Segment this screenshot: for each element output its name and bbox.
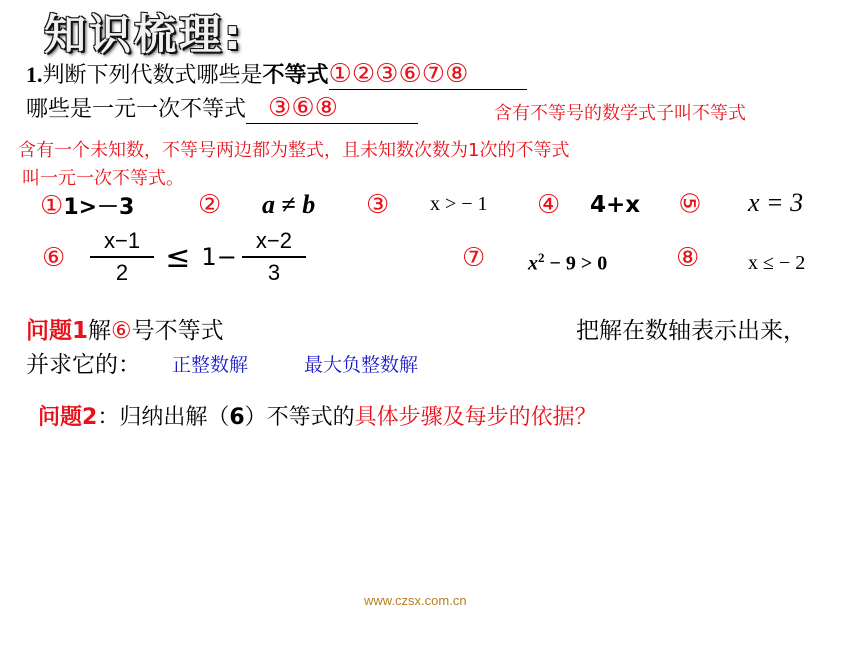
footer-website: www.czsx.com.cn xyxy=(364,593,467,608)
note-linear-definition-line1: 含有一个未知数，不等号两边都为整式，且未知数次数为1次的不等式 xyxy=(18,140,570,161)
item-6-expr xyxy=(90,228,306,288)
item-6 xyxy=(42,243,65,273)
item-2-var-b: b xyxy=(302,190,316,219)
item-6-operator: ≤ xyxy=(165,239,191,275)
item-5 xyxy=(673,188,704,218)
item-2-number: ② xyxy=(198,190,222,220)
q1-line1-bold: 不等式 xyxy=(262,63,329,88)
item-2-expr xyxy=(262,190,315,220)
item-3-expr: x > − 1 xyxy=(430,193,488,215)
problem-1-text-c: 把解在数轴表示出来， xyxy=(576,318,806,344)
item-7-base: x xyxy=(528,252,538,275)
item-2 xyxy=(198,190,221,220)
item-2-var-a: a xyxy=(262,190,275,219)
item-7-exponent: 2 xyxy=(538,250,545,265)
problem-2-text-c: 具体步骤及每步的依据？ xyxy=(354,405,597,430)
problem-2-text-b: ）不等式的 xyxy=(244,405,355,430)
item-8-number: ⑧ xyxy=(676,243,700,273)
problem-1-option-positive-integer: 正整数解 xyxy=(172,354,249,376)
item-6-numerator-1: x−1 xyxy=(90,228,154,258)
problem-1-line1 xyxy=(26,312,224,345)
item-3-number: ③ xyxy=(366,190,390,220)
problem-2-label: 问题2 xyxy=(38,405,98,430)
q1-line1-text: 判断下列代数式哪些是 xyxy=(42,63,263,88)
item-2-operator: ≠ xyxy=(275,190,303,219)
item-4-number: ④ xyxy=(537,190,561,220)
q1-line2 xyxy=(26,92,418,124)
note-linear-definition-line2: 叫一元一次不等式。 xyxy=(22,168,184,189)
item-1-expr: 1>－3 xyxy=(63,195,135,220)
item-6-denominator-2: 3 xyxy=(267,260,281,285)
problem-1-circle: ⑥ xyxy=(111,318,132,344)
item-7-number: ⑦ xyxy=(462,243,486,273)
problem-1-line2: 并求它的： xyxy=(26,352,141,378)
item-6-middle: 1− xyxy=(201,243,237,271)
item-1 xyxy=(40,190,134,221)
item-4 xyxy=(537,190,560,220)
item-7-expr xyxy=(528,250,607,276)
item-6-numerator-2: x−2 xyxy=(242,228,306,258)
item-7-rest: − 9 > 0 xyxy=(544,252,608,275)
note-inequality-definition: 含有不等号的数学式子叫不等式 xyxy=(494,103,746,124)
item-4-expr: 4+x xyxy=(590,192,641,218)
item-6-fraction-2 xyxy=(242,228,306,286)
problem-1-option-max-negative-integer: 最大负整数解 xyxy=(304,354,419,376)
item-8-expr: x ≤ − 2 xyxy=(748,252,806,274)
q1-line2-text: 哪些是一元一次不等式 xyxy=(26,97,247,122)
item-6-fraction-1 xyxy=(90,228,154,286)
q1-prefix: 1. xyxy=(26,62,43,87)
problem-1-label: 问题1 xyxy=(26,318,89,344)
problem-2-text-a: ：归纳出解（ xyxy=(97,405,230,430)
page-title: 知识梳理: xyxy=(44,10,244,59)
q1-line1 xyxy=(26,58,527,90)
item-6-number: ⑥ xyxy=(42,243,66,273)
item-1-number: ① xyxy=(40,191,64,221)
problem-1-text-b: 号不等式 xyxy=(131,318,224,344)
q1-line2-answer: ③⑥⑧ xyxy=(246,93,418,124)
item-6-denominator-1: 2 xyxy=(115,260,129,285)
problem-2-number: 6 xyxy=(229,405,245,430)
item-5-number: ⑤ xyxy=(673,191,704,215)
item-8 xyxy=(676,243,699,273)
item-5-expr: x = 3 xyxy=(748,188,804,217)
problem-1-text-a: 解 xyxy=(88,318,112,344)
item-3 xyxy=(366,190,389,220)
item-7 xyxy=(462,243,485,273)
problem-2 xyxy=(38,400,597,431)
q1-line1-answer: ①②③⑥⑦⑧ xyxy=(329,59,527,90)
